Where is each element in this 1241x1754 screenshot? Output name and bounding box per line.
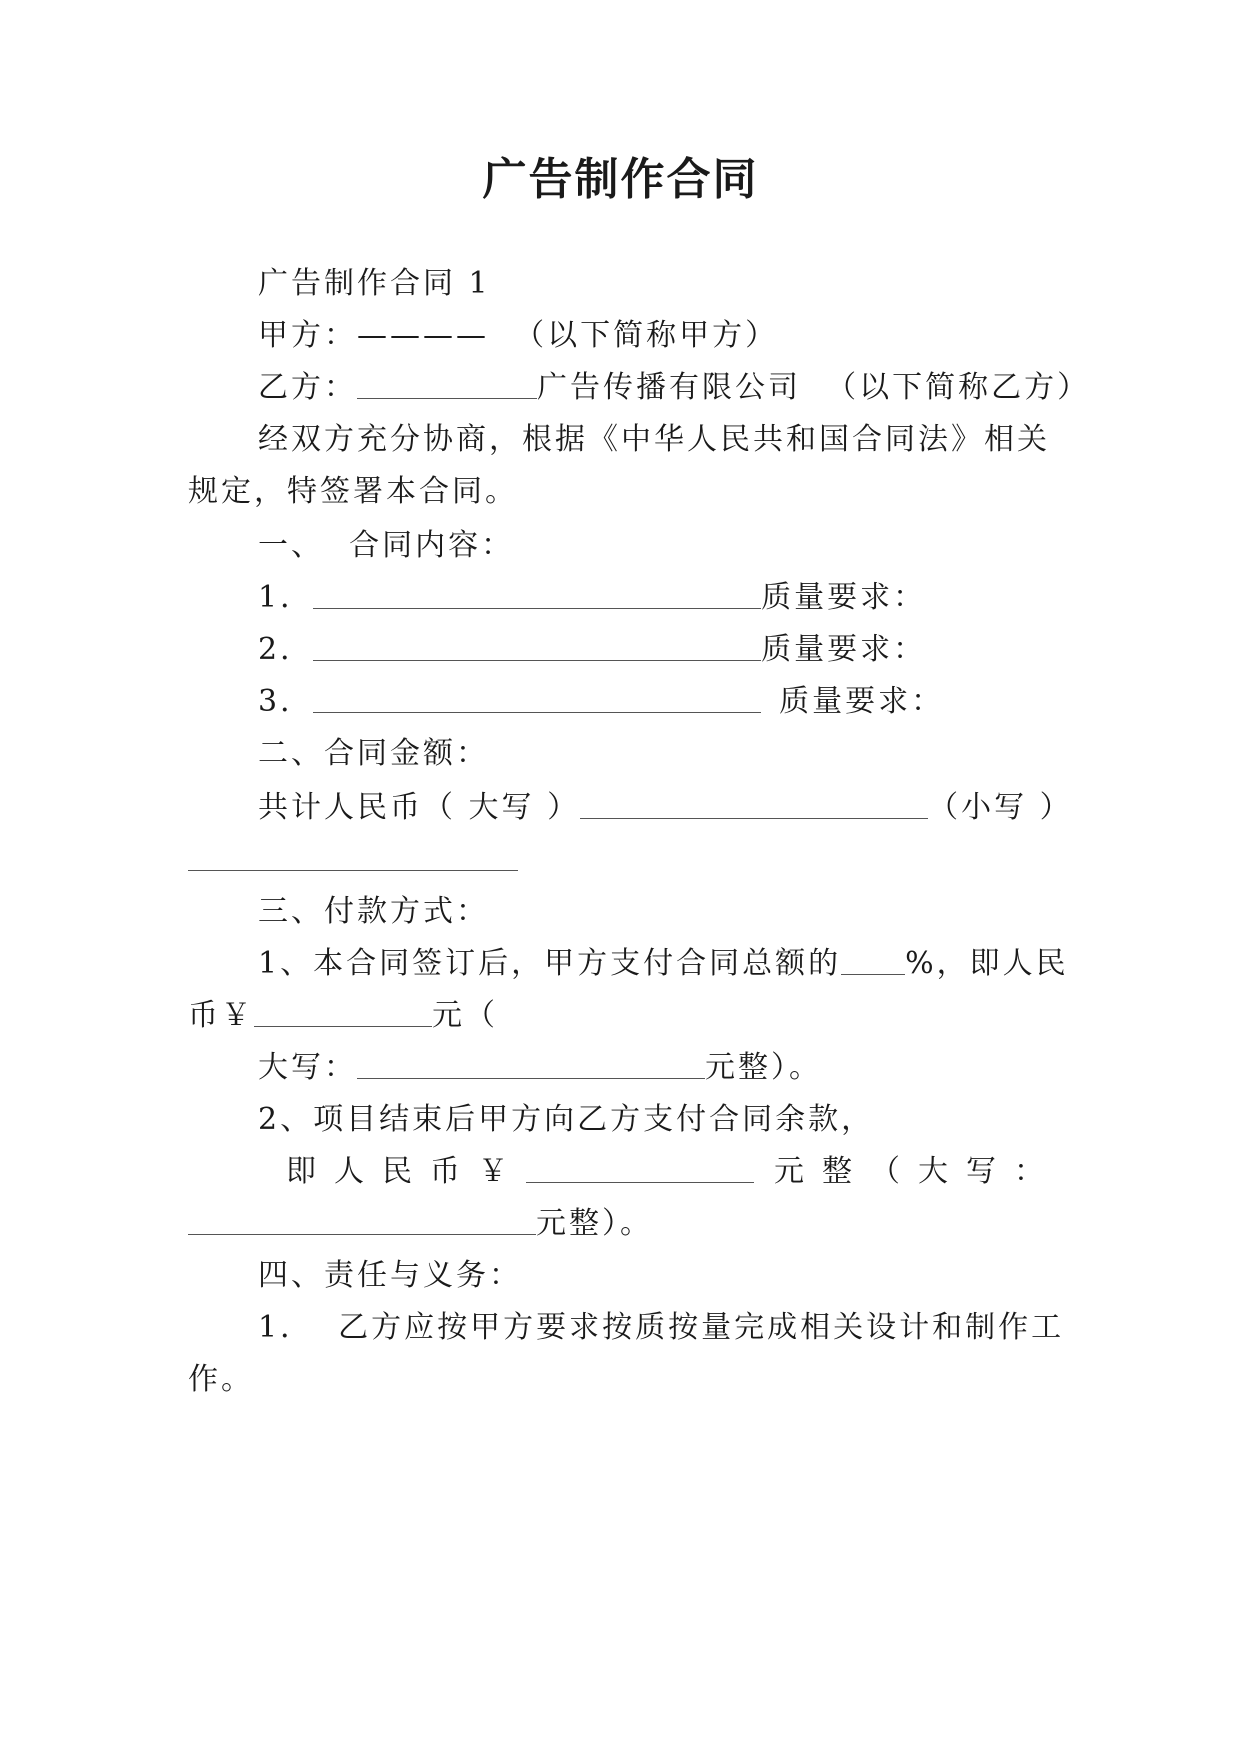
amount-line (258, 788, 1073, 828)
item-1-quality: 质量要求： (761, 580, 927, 615)
payment-1-capital-blank (357, 1050, 705, 1079)
payment-2-capital-end: 元整）。 (536, 1206, 653, 1241)
item-3-blank (313, 684, 761, 713)
party-b-line (258, 368, 1090, 408)
amount-lower-line (188, 840, 518, 880)
amount-lower-blank (188, 842, 518, 871)
party-b-company: 广告传播有限公司 （以下简称乙方） (537, 370, 1091, 405)
payment-1-text: 1、本合同签订后，甲方支付合同总额的 (258, 946, 842, 981)
payment-1-line-2 (188, 996, 498, 1036)
payment-2-currency: 即人民币￥ (286, 1154, 526, 1189)
content-item-3 (258, 682, 944, 722)
document-title: 广告制作合同 (482, 154, 759, 205)
section-1-heading: 一、 合同内容： (258, 528, 515, 563)
item-2-blank (313, 632, 761, 661)
party-a-line: 甲方：———— （以下简称甲方） (258, 318, 779, 353)
amount-capital-blank (580, 790, 928, 819)
item-3-number: 3． (258, 684, 314, 719)
item-1-blank (313, 580, 761, 609)
payment-1-line-3 (258, 1048, 822, 1088)
payment-2-line-3 (188, 1204, 653, 1244)
content-item-2 (258, 630, 926, 670)
duty-1-line-1: 1． 乙方应按甲方要求按质按量完成相关设计和制作工 (258, 1310, 1065, 1345)
payment-1-percent: %，即人民 (905, 946, 1069, 981)
intro-line-2: 规定，特签署本合同。 (188, 474, 518, 509)
content-item-1 (258, 578, 926, 618)
party-b-label: 乙方： (258, 370, 357, 405)
payment-1-currency: 币￥ (188, 998, 254, 1033)
payment-2-line-2 (286, 1152, 1062, 1192)
payment-1-capital-end: 元整）。 (705, 1050, 822, 1085)
payment-1-capital-label: 大写： (258, 1050, 357, 1085)
item-2-quality: 质量要求： (761, 632, 927, 667)
party-b-blank (357, 370, 537, 399)
payment-1-line-1 (258, 944, 1069, 984)
section-2-heading: 二、合同金额： (258, 736, 489, 771)
item-3-quality: 质量要求： (779, 684, 945, 719)
payment-1-percent-blank (841, 946, 905, 975)
payment-1-yuan: 元（ (432, 998, 498, 1033)
duty-1-line-2: 作。 (188, 1362, 254, 1397)
intro-line-1: 经双方充分协商，根据《中华人民共和国合同法》相关 (258, 422, 1050, 457)
payment-2-amount-blank (526, 1154, 754, 1183)
amount-lower-label: （小写 ） (928, 790, 1073, 825)
item-1-number: 1． (258, 580, 314, 615)
payment-2-line-1: 2、项目结束后甲方向乙方支付合同余款， (258, 1102, 875, 1137)
subtitle-line: 广告制作合同 1 (258, 266, 491, 301)
section-3-heading: 三、付款方式： (258, 894, 489, 929)
section-4-heading: 四、责任与义务： (258, 1258, 522, 1293)
payment-2-capital-blank (188, 1206, 536, 1235)
amount-capital-label: 共计人民币（ 大写 ） (258, 790, 581, 825)
payment-2-yuan: 元整（大写： (774, 1154, 1062, 1189)
item-2-number: 2． (258, 632, 314, 667)
payment-1-amount-blank (254, 998, 432, 1027)
